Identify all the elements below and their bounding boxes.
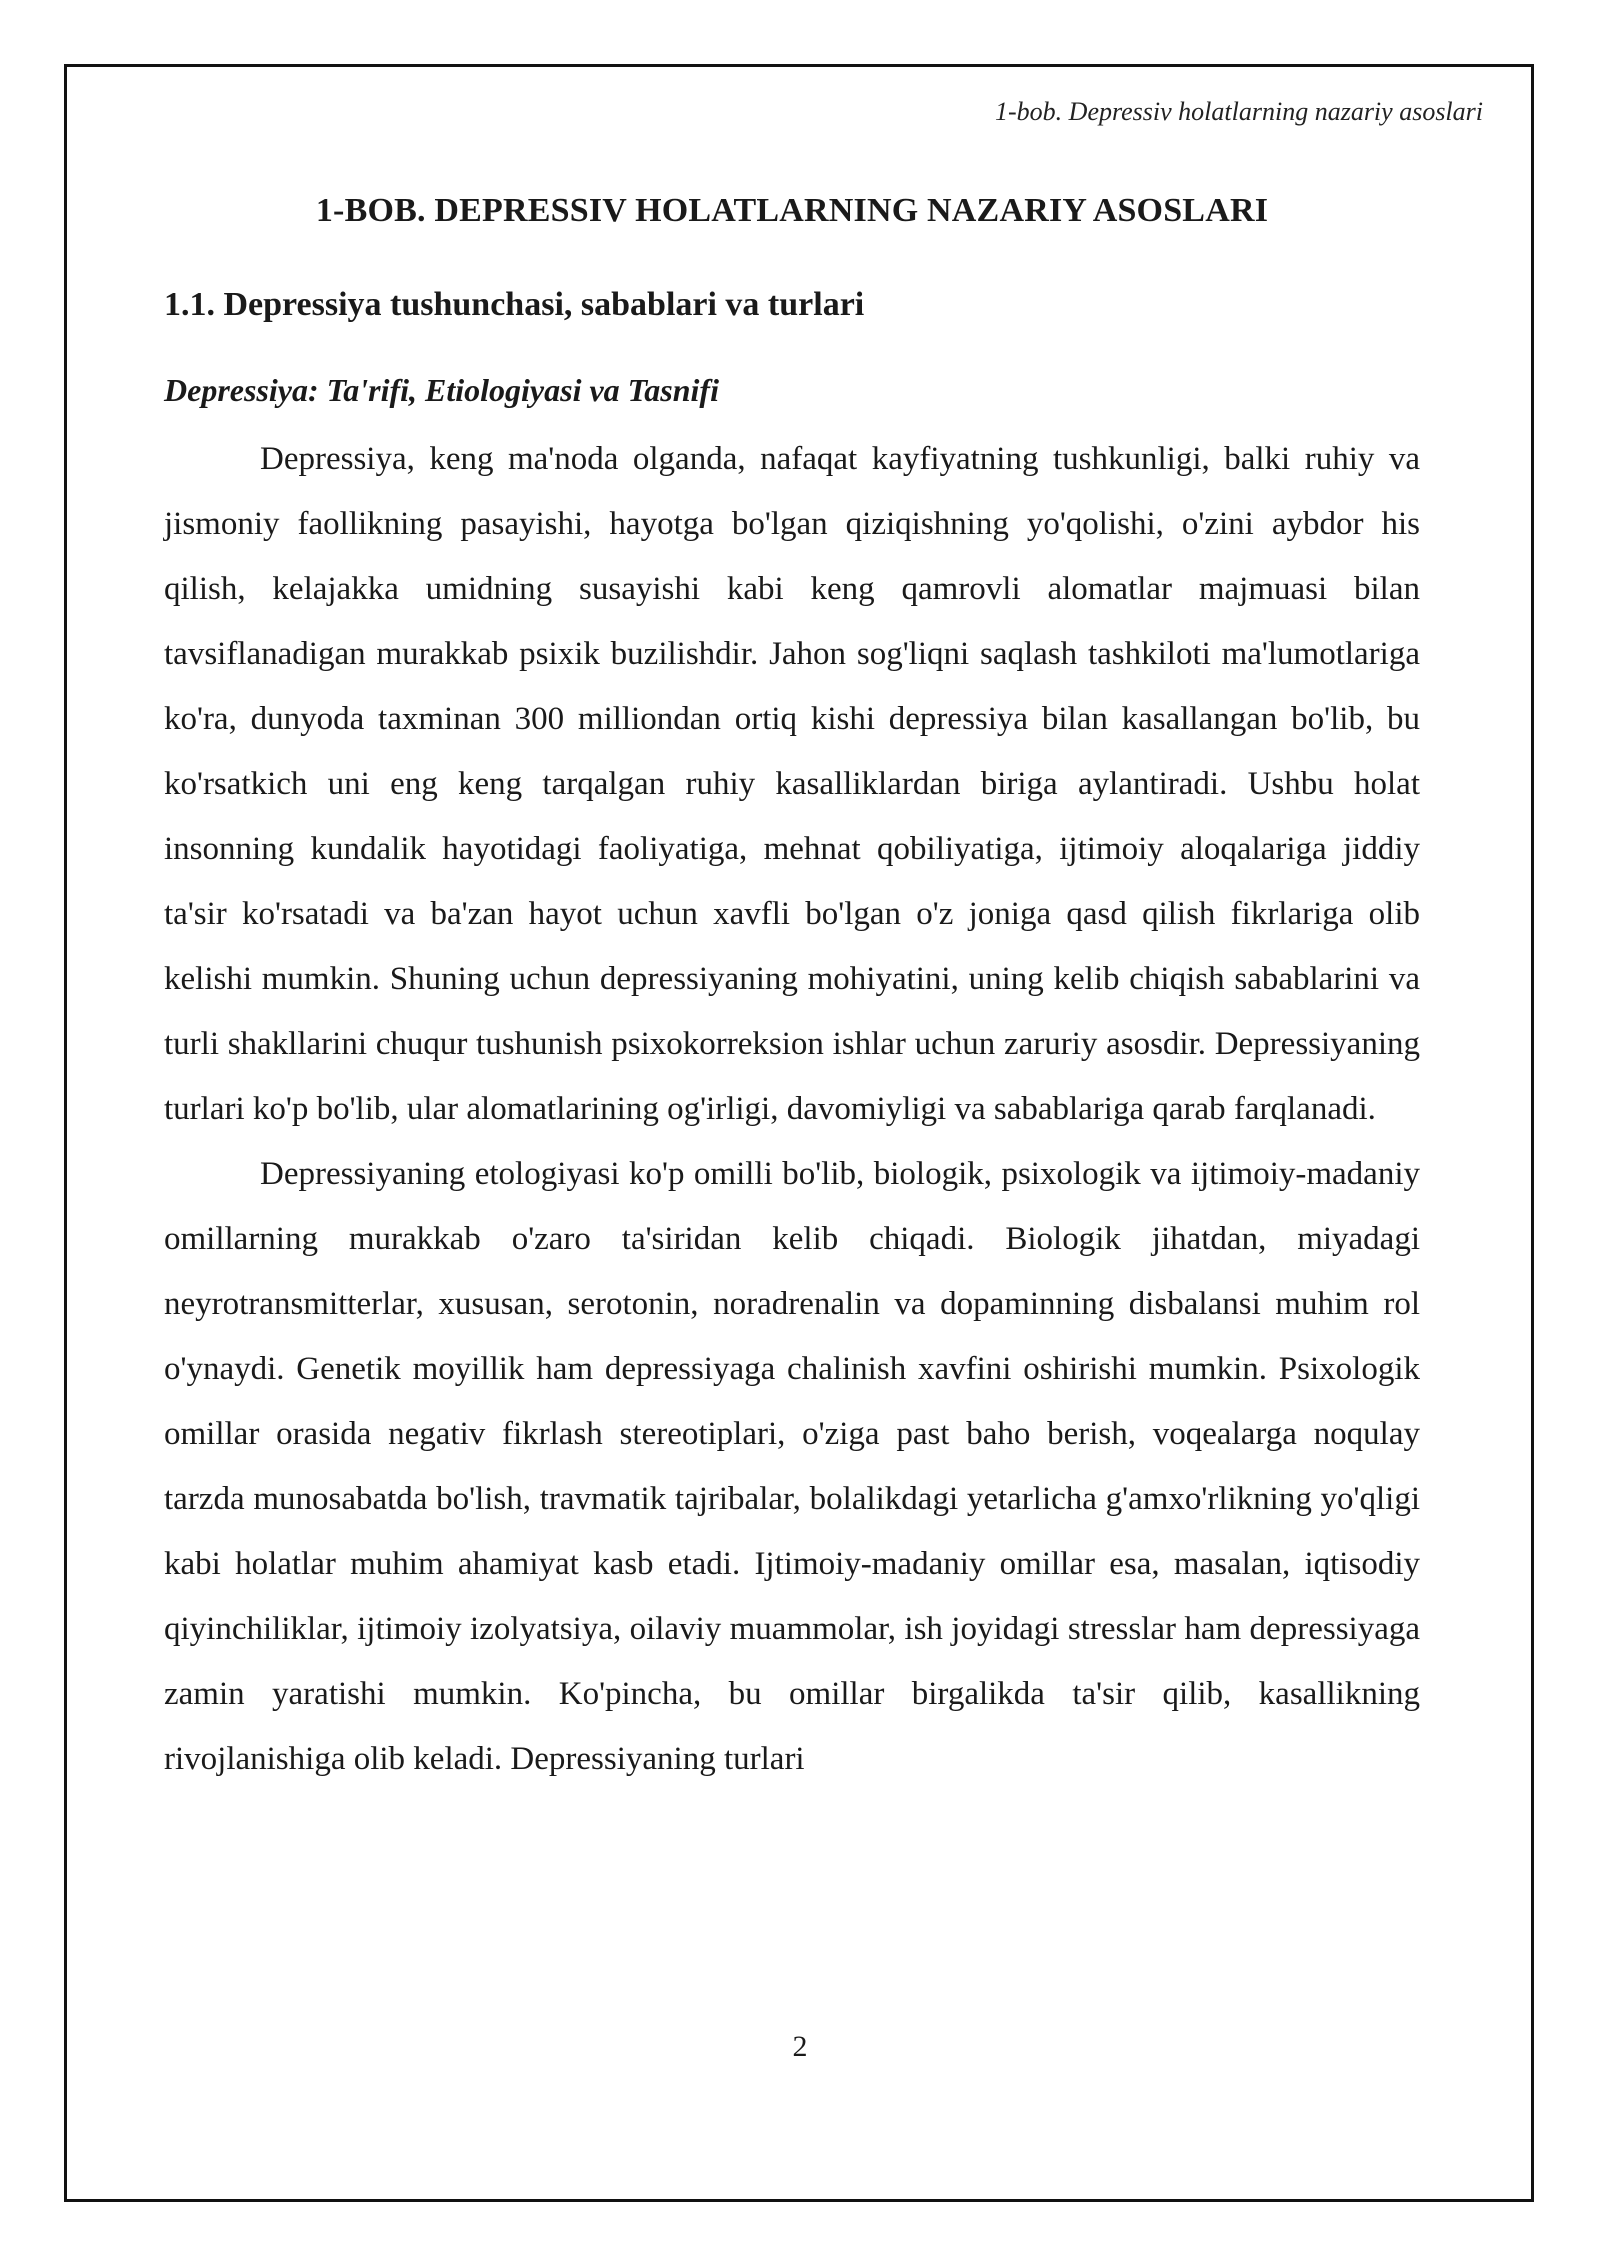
page-content — [164, 128, 1420, 1792]
paragraph-1: Depressiya, keng ma'noda olganda, nafaqat kayfiyatning tushkunligi, balki ruhiy va jismoniy faollikning pasayishi, hayotga bo'lgan qiziqishning yo'qolishi, o'zini aybdor his qilish, kelajakka umidning susayishi kabi keng qamrovli alomatlar majmuasi bilan tavsiflanadigan murakkab psixik buzilishdir. Jahon sog'liqni saqlash tashkiloti ma'lumotlariga ko'ra, dunyoda taxminan 300 milliondan ortiq kishi depressiya bilan kasallangan bo'lib, bu ko'rsatkich uni eng keng tarqalgan ruhiy kasalliklardan biriga aylantiradi. Ushbu holat insonning kundalik hayotidagi faoliyatiga, mehnat qobiliyatiga, ijtimoiy aloqalariga jiddiy ta'sir ko'rsatadi va ba'zan hayot uchun xavfli bo'lgan o'z joniga qasd qilish fikrlariga olib kelishi mumkin. Shuning uchun depressiyaning mohiyatini, uning kelib chiqish sabablarini va turli shakllarini chuqur tushunish psixokorreksion ishlar uchun zaruriy asosdir. Depressiyaning turlari ko'p bo'lib, ular alomatlarining og'irligi, davomiyligi va sabablariga qarab farqlanadi. — [164, 441, 1420, 1127]
section-title: 1.1. Depressiya tushunchasi, sabablari va turlari — [164, 286, 865, 323]
chapter-title: 1-BOB. DEPRESSIV HOLATLARNING NAZARIY ASOSLARI — [315, 192, 1269, 229]
paragraph-2: Depressiyaning etologiyasi ko'p omilli bo'lib, biologik, psixologik va ijtimoiy-madaniy omillarning murakkab o'zaro ta'siridan kelib chiqadi. Biologik jihatdan, miyadagi neyrotransmitterlar, xususan, serotonin, noradrenalin va dopaminning disbalansi muhim rol o'ynaydi. Genetik moyillik ham depressiyaga chalinish xavfini oshirishi mumkin. Psixologik omillar orasida negativ fikrlash stereotiplari, o'ziga past baho berish, voqealarga noqulay tarzda munosabatda bo'lish, travmatik tajribalar, bolalikdagi yetarlicha g'amxo'rlikning yo'qligi kabi holatlar muhim ahamiyat kasb etadi. Ijtimoiy-madaniy omillar esa, masalan, iqtisodiy qiyinchiliklar, ijtimoiy izolyatsiya, oilaviy muammolar, ish joyidagi stresslar ham depressiyaga zamin yaratishi mumkin. Ko'pincha, bu omillar birgalikda ta'sir qilib, kasallikning rivojlanishiga olib keladi. Depressiyaning turlari — [164, 1156, 1420, 1777]
subsection-title: Depressiya: Ta'rifi, Etiologiyasi va Tasnifi — [164, 372, 719, 408]
page-number: 2 — [792, 2030, 808, 2063]
running-header: 1-bob. Depressiv holatlarning nazariy asoslari — [995, 97, 1483, 126]
